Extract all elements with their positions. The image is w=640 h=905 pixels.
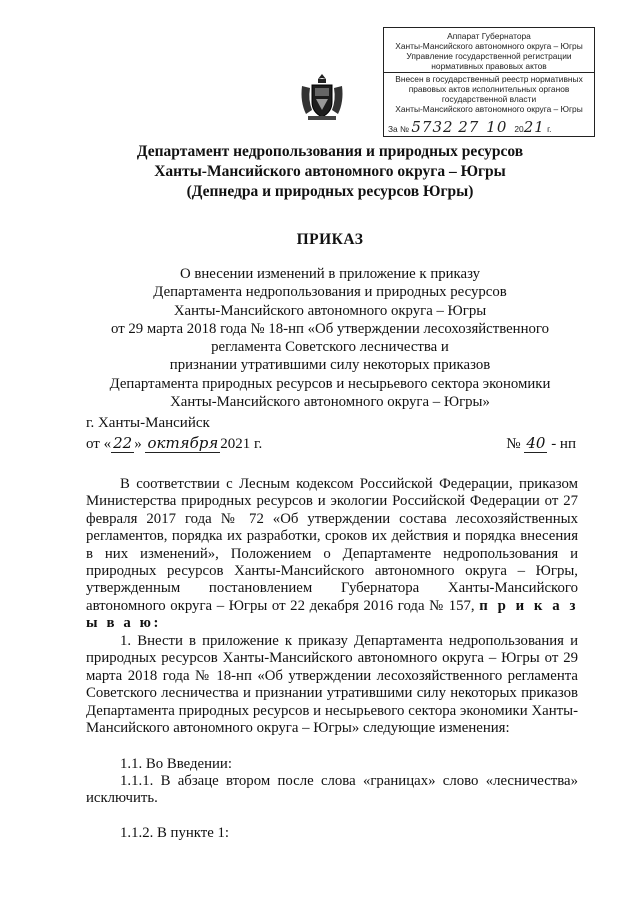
stamp-line: Внесен в государственный реестр нормативных [395, 74, 583, 84]
subject-line: регламента Советского лесничества и [211, 339, 449, 356]
document-place: г. Ханты-Мансийск [86, 415, 210, 431]
preamble-text: В соответствии с Лесным кодексом Российской Федерации, приказом Министерства природных ресурсов и экологии Российской Федерации от 27 февраля 2017 года № 72 «Об утверждении состава лесохозяйственных регламентов, порядка их разработки, сроков их действия и порядка внесения в них изменений», Положением о Департаменте недропользования и природных ресурсов Ханты-Мансийского автономного округа – Югры, утвержденным постановлением Губернатора Ханты-Мансийского автономного округа – Югры от 22 декабря 2016 года № 157, [86, 476, 578, 614]
preamble-paragraph [86, 476, 578, 633]
stamp-line: нормативных правовых актов [431, 61, 547, 71]
number-value: 40 [526, 434, 546, 452]
registration-stamp [383, 27, 595, 137]
date-day: 22 [113, 434, 133, 452]
stamp-reg-number: 5732 [411, 118, 454, 136]
stamp-reg-year-prefix: 20 [514, 124, 524, 134]
document-title: ПРИКАЗ [296, 231, 364, 248]
document-number [506, 434, 576, 453]
department-short-name: (Депнедра и природных ресурсов Югры) [186, 183, 474, 200]
subject-line: Департамента недропользования и природных ресурсов [153, 284, 507, 301]
number-prefix: № [506, 436, 521, 452]
subject-line: от 29 марта 2018 года № 18-нп «Об утверждении лесохозяйственного [110, 320, 550, 337]
item-1-1-heading: 1.1. Во Введении: [120, 756, 232, 772]
stamp-reg-prefix: За № [388, 124, 410, 134]
stamp-reg-month: 10 [486, 118, 508, 136]
order-word: п р и к а з ы в а ю: [86, 597, 579, 632]
stamp-registration-line [388, 118, 590, 136]
stamp-reg-suffix: г. [547, 124, 552, 134]
subject-line: Департамента природных ресурсов и несырьевого сектора экономики [109, 375, 551, 392]
stamp-line: правовых актов исполнительных органов [408, 84, 570, 94]
date-month: октября [147, 434, 219, 452]
department-header [80, 142, 580, 202]
stamp-line: Управление государственной регистрации [406, 51, 572, 61]
stamp-reg-year-suffix: 21 [523, 118, 545, 136]
subject-line: О внесении изменений в приложение к приказу [179, 266, 481, 282]
item-1-1-2-heading: 1.1.2. В пункте 1: [120, 825, 230, 841]
item-1-paragraph: 1. Внести в приложение к приказу Департамента недропользования и природных ресурсов Ханты-Мансийского автономного округа – Югры от 29 марта 2018 года № 18-нп «Об утверждении лесохозяйственного регламента Советского лесничества и признании утратившими силу некоторых приказов Департамента природных ресурсов и несырьевого сектора экономики Ханты-Мансийского автономного округа – Югры» следующие изменения: [86, 633, 578, 737]
subject-line: признании утратившими силу некоторых приказов [169, 357, 491, 374]
coat-of-arms-icon [298, 72, 346, 122]
item-1-1-1-paragraph: 1.1.1. В абзаце втором после слова «границах» слово «лесничества» исключить. [86, 773, 578, 807]
date-year: 2021 г. [220, 436, 263, 452]
subject-line: Ханты-Мансийского автономного округа – Югры [173, 302, 487, 319]
stamp-line: Аппарат Губернатора [447, 31, 531, 41]
stamp-line: Ханты-Мансийского автономного округа – Югры [395, 104, 583, 114]
date-prefix: от « [86, 436, 112, 452]
document-subject [80, 265, 580, 411]
department-region: Ханты-Мансийского автономного округа – Югры [154, 163, 506, 180]
subject-line: Ханты-Мансийского автономного округа – Югры» [170, 394, 490, 411]
stamp-reg-day: 27 [458, 118, 480, 136]
stamp-line: Ханты-Мансийского автономного округа – Югры [395, 41, 583, 51]
department-name: Департамент недропользования и природных ресурсов [136, 143, 524, 160]
document-date [86, 434, 262, 453]
stamp-line: государственной власти [441, 94, 537, 104]
number-suffix: - нп [551, 436, 576, 452]
date-close-quote: » [134, 436, 142, 452]
